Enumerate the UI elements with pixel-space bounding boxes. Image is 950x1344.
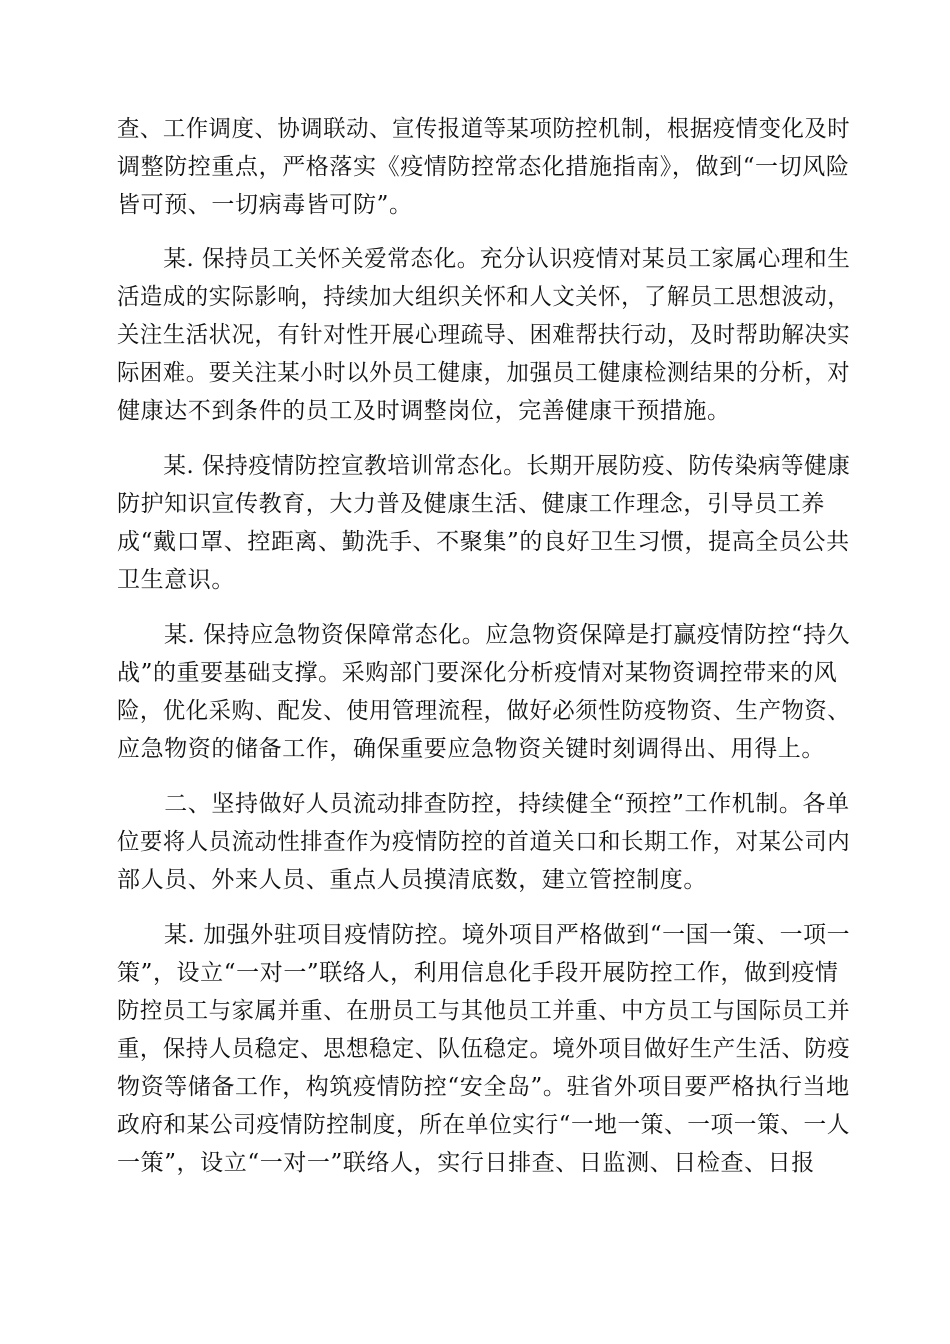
text-line: 险，优化采购、配发、使用管理流程，做好必须性防疫物资、生产物资、 bbox=[117, 698, 851, 724]
text-line: 某. 加强外驻项目疫情防控。境外项目严格做到“一国一策、一项一 bbox=[117, 922, 851, 948]
text-line: 部人员、外来人员、重点人员摸清底数，建立管控制度。 bbox=[117, 867, 707, 893]
text-line: 某. 保持应急物资保障常态化。应急物资保障是打赢疫情防控“持久 bbox=[117, 622, 851, 648]
text-line: 战”的重要基础支撑。采购部门要深化分析疫情对某物资调控带来的风 bbox=[117, 660, 838, 686]
text-line: 际困难。要关注某小时以外员工健康，加强员工健康检测结果的分析，对 bbox=[117, 360, 851, 386]
text-line: 成“戴口罩、控距离、勤洗手、不聚集”的良好卫生习惯，提高全员公共 bbox=[117, 529, 850, 555]
text-line: 防护知识宣传教育，大力普及健康生活、健康工作理念，引导员工养 bbox=[117, 491, 825, 517]
text-line: 策”，设立“一对一”联络人，利用信息化手段开展防控工作，做到疫情 bbox=[117, 960, 839, 986]
text-line: 健康达不到条件的员工及时调整岗位，完善健康干预措施。 bbox=[117, 398, 731, 424]
text-line: 应急物资的储备工作，确保重要应急物资关键时刻调得出、用得上。 bbox=[117, 736, 825, 762]
text-line: 二、坚持做好人员流动排查防控，持续健全“预控”工作机制。各单 bbox=[117, 791, 850, 817]
text-line: 活造成的实际影响，持续加大组织关怀和人文关怀，了解员工思想波动， bbox=[117, 284, 851, 310]
text-line: 重，保持人员稳定、思想稳定、队伍稳定。境外项目做好生产生活、防疫 bbox=[117, 1036, 851, 1062]
text-line: 关注生活状况，有针对性开展心理疏导、困难帮扶行动，及时帮助解决实 bbox=[117, 322, 851, 348]
text-line: 物资等储备工作，构筑疫情防控“安全岛”。驻省外项目要严格执行当地 bbox=[117, 1074, 850, 1100]
text-line: 某. 保持员工关怀关爱常态化。充分认识疫情对某员工家属心理和生 bbox=[117, 246, 851, 272]
text-line: 查、工作调度、协调联动、宣传报道等某项防控机制，根据疫情变化及时 bbox=[117, 116, 851, 142]
text-line: 调整防控重点，严格落实《疫情防控常态化措施指南》，做到“一切风险 bbox=[117, 154, 850, 180]
text-line: 政府和某公司疫情防控制度，所在单位实行“一地一策、一项一策、一人 bbox=[117, 1112, 850, 1138]
text-line: 防控员工与家属并重、在册员工与其他员工并重、中方员工与国际员工并 bbox=[117, 998, 851, 1024]
text-line: 某. 保持疫情防控宣教培训常态化。长期开展防疫、防传染病等健康 bbox=[117, 453, 851, 479]
text-line: 皆可预、一切病毒皆可防”。 bbox=[117, 192, 413, 218]
text-line: 卫生意识。 bbox=[117, 567, 235, 593]
text-line: 位要将人员流动性排查作为疫情防控的首道关口和长期工作，对某公司内 bbox=[117, 829, 851, 855]
text-line: 一策”，设立“一对一”联络人，实行日排查、日监测、日检查、日报 bbox=[117, 1150, 815, 1176]
